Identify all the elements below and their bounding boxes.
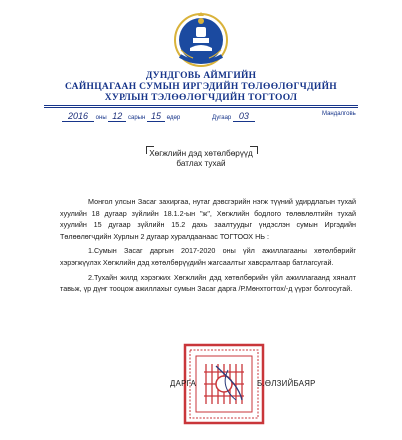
year-suffix: оны <box>95 115 107 121</box>
header-rule-2 <box>44 107 358 108</box>
day-suffix: өдөр <box>166 115 181 121</box>
date-line <box>62 111 180 122</box>
org-line-2: САЙНЦАГААН СУМЫН ИРГЭДИЙН ТӨЛӨӨЛӨГЧДИЙН <box>65 82 337 92</box>
number-label: Дугаар <box>212 115 232 121</box>
subject-line-2: батлах тухай <box>176 159 226 168</box>
state-emblem-icon <box>172 10 230 68</box>
date-year: 2016 <box>62 111 94 122</box>
month-suffix: сарын <box>127 115 146 121</box>
resolution-body <box>60 196 356 298</box>
paragraph-item-2: 2.Тухайн жилд хэрэгжих Хөгжлийн дэд хөтөлбөрийн үйл ажиллагаанд хяналт тавьж, үр дүнг тооцож ажиллахыг сумын Засаг дарга /Р.Мөнхтогтох/-д үүрэг болгосугай. <box>60 272 356 294</box>
paragraph-item-1: 1.Сумын Засаг даргын 2017-2020 оны үйл ажиллагааны хөтөлбөрийг хэрэгжүүлэх Хөгжлийн дэд хөтөлбөрүүдийн жагсаалтыг хавсралтаар батлагсугай. <box>60 246 356 267</box>
org-line-3: ХУРЛЫН ТЭЛӨӨЛӨГЧДИЙН ТОГТООЛ <box>104 93 298 103</box>
document-number: 03 <box>233 111 255 122</box>
place: Мандалговь <box>322 111 356 117</box>
signature-title: ДАРГА <box>170 379 197 388</box>
number-line <box>212 111 255 122</box>
subject-line-1: Хөгжлийн дэд хөтөлбөрүүд <box>149 149 253 158</box>
org-line-1: ДУНДГОВЬ АЙМГИЙН <box>145 71 257 81</box>
date-day: 15 <box>147 111 165 122</box>
signature-name: Б.ӨЛЗИЙБАЯР <box>257 379 316 388</box>
header-rule <box>44 105 358 106</box>
date-month: 12 <box>108 111 126 122</box>
paragraph-preamble: Монгол улсын Засаг захиргаа, нутаг дэвсгэрийн нэгж түүний удирдлагын тухай хуулийн 18 дугаар зүйлийн 18.1.2-ын "ж", Хөгжлийн бодлого төлөвлөлтийн тухай хуулийн 15 дугаар зүйлийн 15.2 дахь заалтуудыг үндэслэн сумын Иргэдийн Төлөөлөгчдийн Хурлын 2 дугаар хуралдаанаас ТОГТООХ НЬ : <box>60 197 356 241</box>
